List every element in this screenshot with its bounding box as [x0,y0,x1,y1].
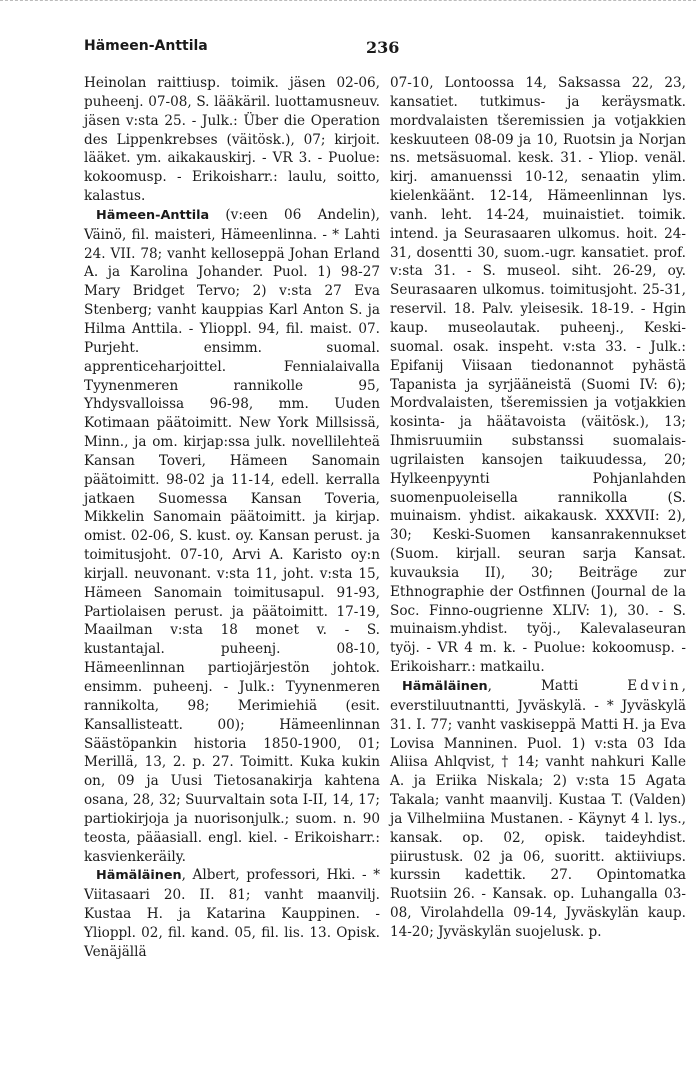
entry-text: , everstiluutnantti, Jyväskylä. - * Jyväskylä 31. I. 77; vanht vaskiseppä Matti H. ja Eva Lovisa Manninen. Puol. 1) v:sta 03 Ida Aliisa Ahlqvist, † 14; vanht nahkuri Kalle A. ja Eriika Niskala; 2) v:sta 15 Agata Takala; vanht maanvilj. Kustaa T. (Valden) ja Vilhelmiina Mustanen. - Käynyt 4 l. lys., kansak. op. 02, opisk. taideyhdist. piirustusk. 02 ja 06, suoritt. aktiiviups. kurssin kadettik. 27. Opintomatka Ruotsiin 26. - Kansak. op. Luhangalla 03-08, Virolahdella 09-14, Jyväskylän kaup. 14-20; Jyväskylän suojelusk. p. [390,678,686,940]
right-column [390,74,686,942]
entry-hameen-anttila [84,206,380,867]
entry-name: Hämäläinen [96,868,182,884]
entry-hamalainen-albert [84,866,380,961]
top-dashed-rule [0,0,696,3]
entry-spaced-name: Edvin [627,678,682,694]
entry-text: (v:een 06 Andelin), Väinö, fil. maisteri, Hämeenlinna. - * Lahti 24. VII. 78; vanht kelloseppä Johan Erland A. ja Karolina Johander. Puol. 1) 98-27 Mary Bridget Tervo; 2) v:sta 27 Eva Stenberg; vanht kauppias Karl Anton S. ja Hilma Anttila. - Ylioppl. 94, fil. maist. 07. Purjeht. ensimm. suomal. apprenticeharjoittel. Fennialaivalla Tyynenmeren rannikolle 95, Yhdysvalloissa 96-98, mm. Uuden Kotimaan päätoimitt. New York Millsissä, Minn., ja om. kirjap:ssa julk. novellilehteä Kansan Toveri, Hämeen Sanomain päätoimitt. 98-02 ja 11-14, edell. kerralla jatkaen Suomessa Kansan Toveria, Mikkelin Sanomain päätoimitt. ja kirjap. omist. 02-06, S. kust. oy. Kansan perust. ja toimitusjoht. 07-10, Arvi A. Karisto oy:n kirjall. neuvonant. v:sta 11, joht. v:sta 15, Hämeen Sanomain toimitusapul. 91-93, Partiolaisen perust. ja päätoimitt. 17-19, Maailman v:sta 18 monet v. - S. kustantajal. puheenj. 08-10, Hämeenlinnan partiojärjestön johtok. ensimm. puheenj. - Julk.: Tyynenmeren rannikolta, 98; Merimiehiä (esit. Kansallisteatt. 00); Hämeenlinnan Säästöpankin historia 1850-1900, 01; Merillä, 13, 2. p. 27. Toimitt. Kuka kukin on, 09 ja Uusi Tietosanakirja kahtena osana, 28, 32; Suurvaltain sota I-II, 14, 17; partiokirjoja ja nuorisonjulk.; suom. n. 90 teosta, pääasiall. engl. kiel. - Erikoisharr.: kasvienkeräily. [84,206,380,865]
entry-hamalainen-matti [390,677,686,942]
entry-continuation: 07-10, Lontoossa 14, Saksassa 22, 23, kansatiet. tutkimus- ja keräysmatk. mordvalaisten tšeremissien ja votjakkien keskuuteen 08-09 ja 10, Ruotsin ja Norjan ns. metsäsuomal. kesk. 31. - Yliop. venäl. kirj. amanuenssi 10-12, senaatin ylim. kielenkäänt. 12-14, Hämeenlinnan lys. vanh. leht. 14-24, muinaistiet. toimik. intend. ja Seurasaaren ulkomus. hoit. 24-31, dosentti 30, suom.-ugr. kansatiet. prof. v:sta 31. - S. museol. siht. 26-29, oy. Seurasaaren ulkomus. toimitusjoht. 25-31, reservil. 18. Palv. yleisesik. 18-19. - Hgin kaup. museolautak. puheenj., Keski-suomal. osak. inspeht. v:sta 33. - Julk.: Epifanij Viisaan tiedonannot pyhästä Tapanista ja syrjääneistä (Suomi IV: 6); Mordvalaisten, tšeremissien ja votjakkien kosinta- ja häätavoista (väitösk.), 13; Ihmisruumiin substanssi suomalais-ugrilaisten kansojen taikuudessa, 20; Hylkeenpyynti Pohjanlahden suomenpuoleisella rannikolla (S. muinaism. yhdist. aikakausk. XXXVII: 2), 30; Keski-Suomen kansanrakennukset (Suom. kirjall. seuran sarja Kansat. kuvauksia II), 30; Beiträge zur Ethnographie der Ostfinnen (Journal de la Soc. Finno-ougrienne XLIV: 1), 30. - S. muinaism.yhdist. työj., Kalevalaseuran työj. - VR 4 m. k. - Puolue: kokoomusp. - Erikoisharr.: matkailu. [390,75,686,676]
entry-continuation: Heinolan raittiusp. toimik. jäsen 02-06, puheenj. 07-08, S. lääkäril. luottamusneuv. jäsen v:sta 25. - Julk.: Über die Operation des Lippenkrebses (väitösk.), 07; kirjoit. lääket. ym. aikakauskirj. - VR 3. - Puolue: kokoomusp. - Erikoisharr.: laulu, soitto, kalastus. [84,75,380,205]
running-header-title: Hämeen-Anttila [84,38,208,54]
left-column [84,74,380,962]
entry-given-names: , Matti [487,678,628,694]
page-number: 236 [366,38,400,57]
entry-name: Hämäläinen [402,679,488,694]
entry-text: , Albert, professori, Hki. - * Viitasaari 20. II. 81; vanht maanvilj. Kustaa H. ja Katarina Kauppinen. - Ylioppl. 02, fil. kand. 05, fil. lis. 13. Opisk. Venäjällä [84,867,380,960]
entry-name: Hämeen-Anttila [96,207,210,223]
